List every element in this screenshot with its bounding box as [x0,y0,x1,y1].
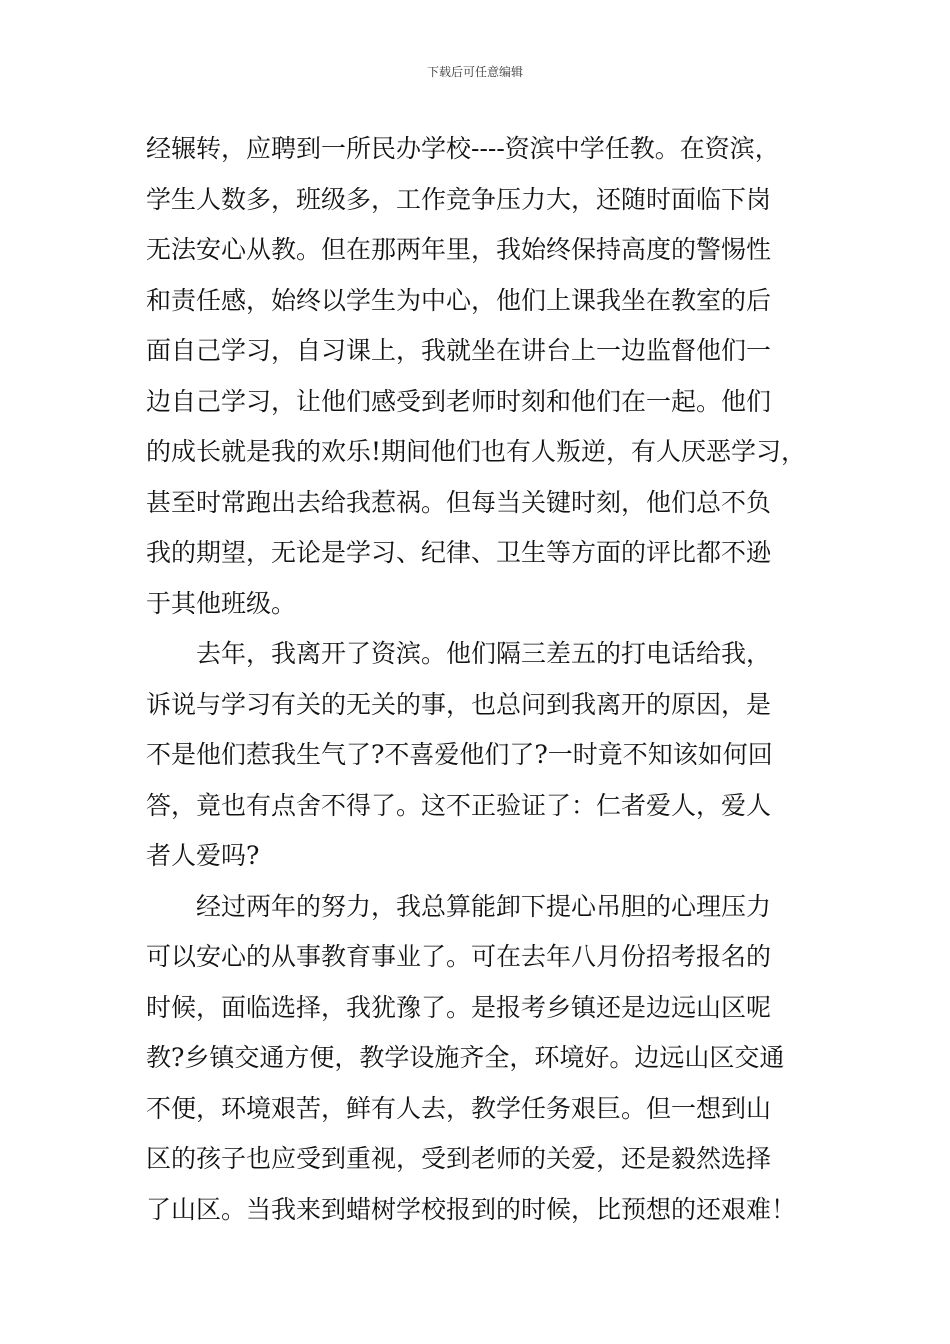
text-line: 和责任感，始终以学生为中心，他们上课我坐在教室的后 [146,285,772,315]
text-line: 面自己学习，自习课上，我就坐在讲台上一边监督他们一 [146,336,772,365]
text-line: 无法安心从教。但在那两年里，我始终保持高度的警惕性 [146,235,772,264]
text-line: 不便，环境艰苦，鲜有人去，教学任务艰巨。但一想到山 [146,1093,772,1123]
text-line: 边自己学习，让他们感受到老师时刻和他们在一起。他们 [146,386,772,416]
text-line: 经辗转，应聘到一所民办学校----资滨中学任教。在资滨， [146,134,780,163]
text-line: 答，竟也有点舍不得了。这不正验证了：仁者爱人，爱人 [146,790,772,820]
text-line: 甚至时常跑出去给我惹祸。但每当关键时刻，他们总不负 [146,487,772,517]
text-line: 区的孩子也应受到重视，受到老师的关爱，还是毅然选择 [146,1144,772,1173]
body-text [146,124,836,1235]
text-line: 经过两年的努力，我总算能卸下提心吊胆的心理压力 [196,891,772,921]
text-line: 学生人数多，班级多，工作竞争压力大，还随时面临下岗 [146,184,772,214]
text-line: 者人爱吗? [146,841,260,870]
text-line: 我的期望，无论是学习、纪律、卫生等方面的评比都不逊 [146,538,772,567]
page-header: 下载后可任意编辑 [426,65,523,79]
text-line: 教?乡镇交通方便，教学设施齐全，环境好。边远山区交通 [146,1043,785,1072]
text-line: 的成长就是我的欢乐!期间他们也有人叛逆，有人厌恶学习， [146,437,807,466]
text-line: 去年，我离开了资滨。他们隔三差五的打电话给我， [196,639,772,668]
text-line: 可以安心的从事教育事业了。可在去年八月份招考报名的 [146,942,772,971]
text-line: 了山区。当我来到蜡树学校报到的时候，比预想的还艰难！ [146,1194,797,1224]
text-line: 诉说与学习有关的无关的事，也总问到我离开的原因，是 [146,689,772,719]
text-line: 不是他们惹我生气了?不喜爱他们了?一时竟不知该如何回 [146,740,773,769]
text-line: 于其他班级。 [146,588,297,618]
text-line: 时候，面临选择，我犹豫了。是报考乡镇还是边远山区呢 [146,992,772,1022]
